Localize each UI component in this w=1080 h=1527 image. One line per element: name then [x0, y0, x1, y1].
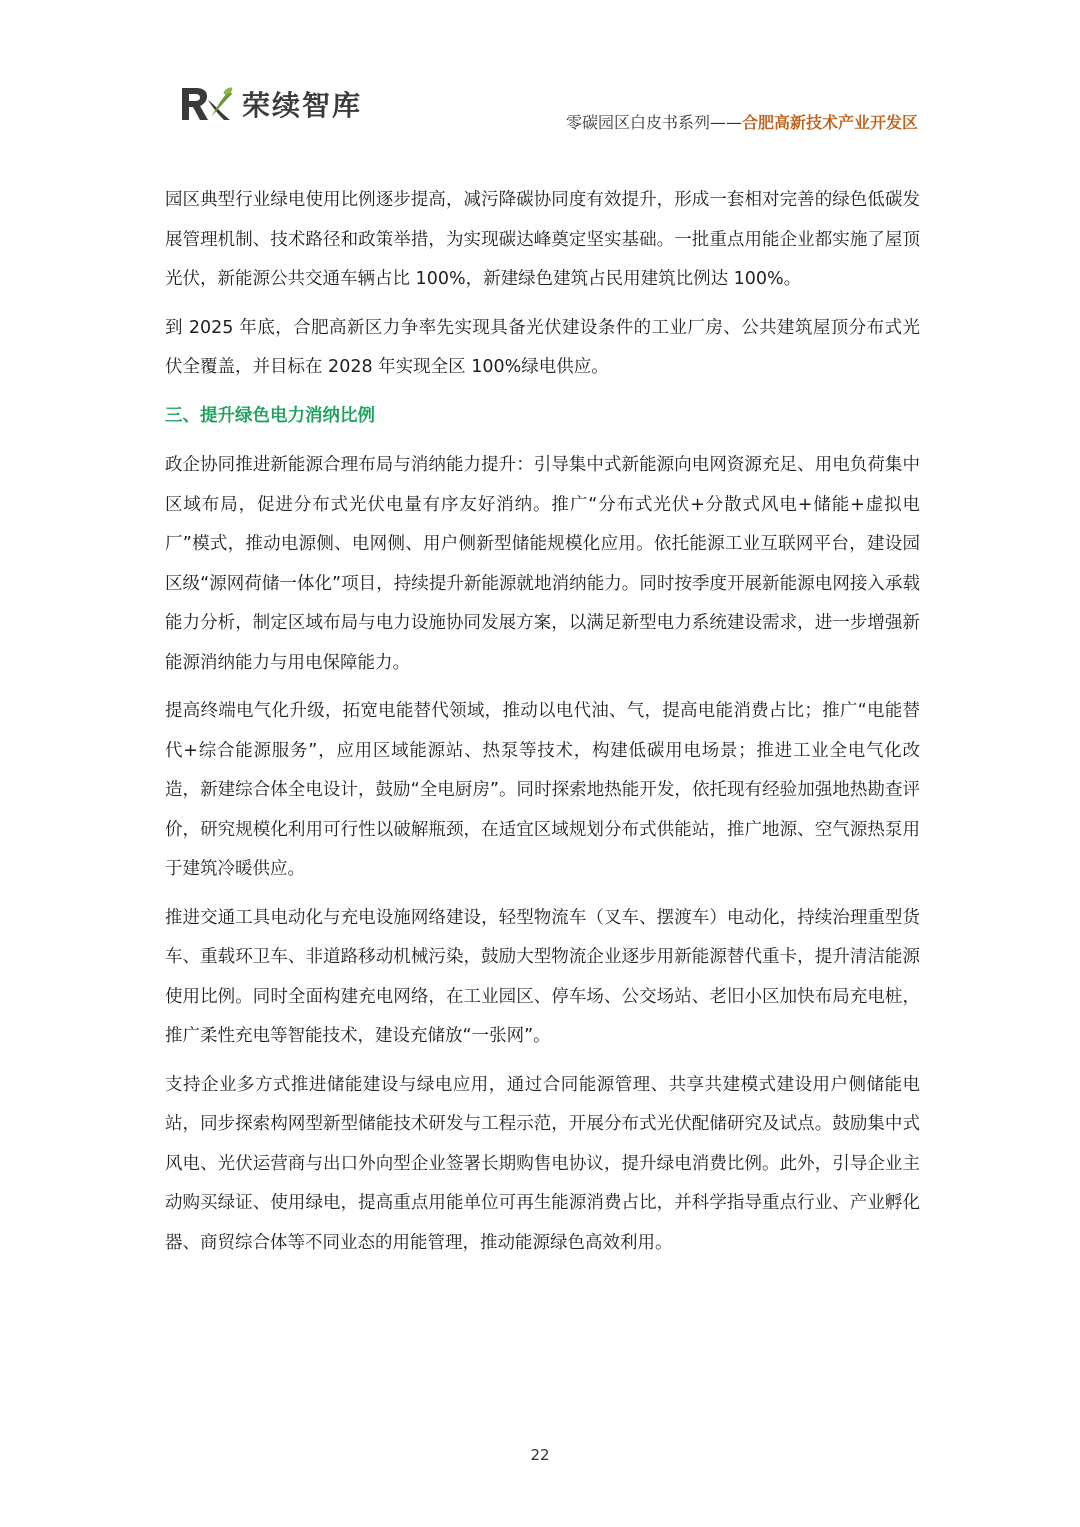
paragraph-4: 提高终端电气化升级，拓宽电能替代领域，推动以电代油、气，提高电能消费占比；推广“电能替代+综合能源服务”，应用区域能源站、热泵等技术，构建低碳用电场景；推进工业全电气化改造，新建综合体全电设计，鼓励“全电厨房”。同时探索地热能开发，依托现有经验加强地热勘查评价，研究规模化利用可行性以破解瓶颈，在适宜区域规划分布式供能站，推广地源、空气源热泵用于建筑冷暖供应。: [165, 701, 920, 879]
series-prefix: 零碳园区白皮书系列——: [565, 113, 742, 132]
brand-logo: [178, 80, 362, 128]
paragraph-3: 政企协同推进新能源合理布局与消纳能力提升：引导集中式新能源向电网资源充足、用电负荷集中区域布局，促进分布式光伏电量有序友好消纳。推广“分布式光伏+分散式风电+储能+虚拟电厂”模式，推动电源侧、电网侧、用户侧新型储能规模化应用。依托能源工业互联网平台，建设园区级“源网荷储一体化”项目，持续提升新能源就地消纳能力。同时按季度开展新能源电网接入承载能力分析，制定区域布局与电力设施协同发展方案，以满足新型电力系统建设需求，进一步增强新能源消纳能力与用电保障能力。: [165, 455, 920, 673]
paragraph-1: 园区典型行业绿电使用比例逐步提高，减污降碳协同度有效提升，形成一套相对完善的绿色低碳发展管理机制、技术路径和政策举措，为实现碳达峰奠定坚实基础。一批重点用能企业都实施了屋顶光伏，新能源公共交通车辆占比 100%，新建绿色建筑占民用建筑比例达 100%。: [165, 190, 920, 289]
document-series-title: [566, 110, 918, 133]
rx-logo-icon: [178, 82, 234, 126]
logo-text: 荣续智库: [242, 89, 363, 122]
paragraph-5: 推进交通工具电动化与充电设施网络建设，轻型物流车（叉车、摆渡车）电动化，持续治理重型货车、重载环卫车、非道路移动机械污染，鼓励大型物流企业逐步用新能源替代重卡，提升清洁能源使用比例。同时全面构建充电网络，在工业园区、停车场、公交场站、老旧小区加快布局充电桩，推广柔性充电等智能技术，建设充储放“一张网”。: [165, 907, 920, 1046]
paragraph-6: 支持企业多方式推进储能建设与绿电应用，通过合同能源管理、共享共建模式建设用户侧储能电站，同步探索构网型新型储能技术研发与工程示范，开展分布式光伏配储研究及试点。鼓励集中式风电、光伏运营商与出口外向型企业签署长期购售电协议，提升绿电消费比例。此外，引导企业主动购买绿证、使用绿电，提高重点用能单位可再生能源消费占比，并科学指导重点行业、产业孵化器、商贸综合体等不同业态的用能管理，推动能源绿色高效利用。: [165, 1074, 920, 1253]
paragraph-2: 到 2025 年底，合肥高新区力争率先实现具备光伏建设条件的工业厂房、公共建筑屋顶分布式光伏全覆盖，并目标在 2028 年实现全区 100%绿电供应。: [165, 317, 920, 377]
section-heading: 三、提升绿色电力消纳比例: [165, 405, 375, 426]
series-highlight: 合肥高新技术产业开发区: [741, 113, 918, 132]
page-number: 22: [530, 1446, 550, 1464]
page-body: [165, 181, 920, 1272]
page-header: [0, 0, 1080, 150]
